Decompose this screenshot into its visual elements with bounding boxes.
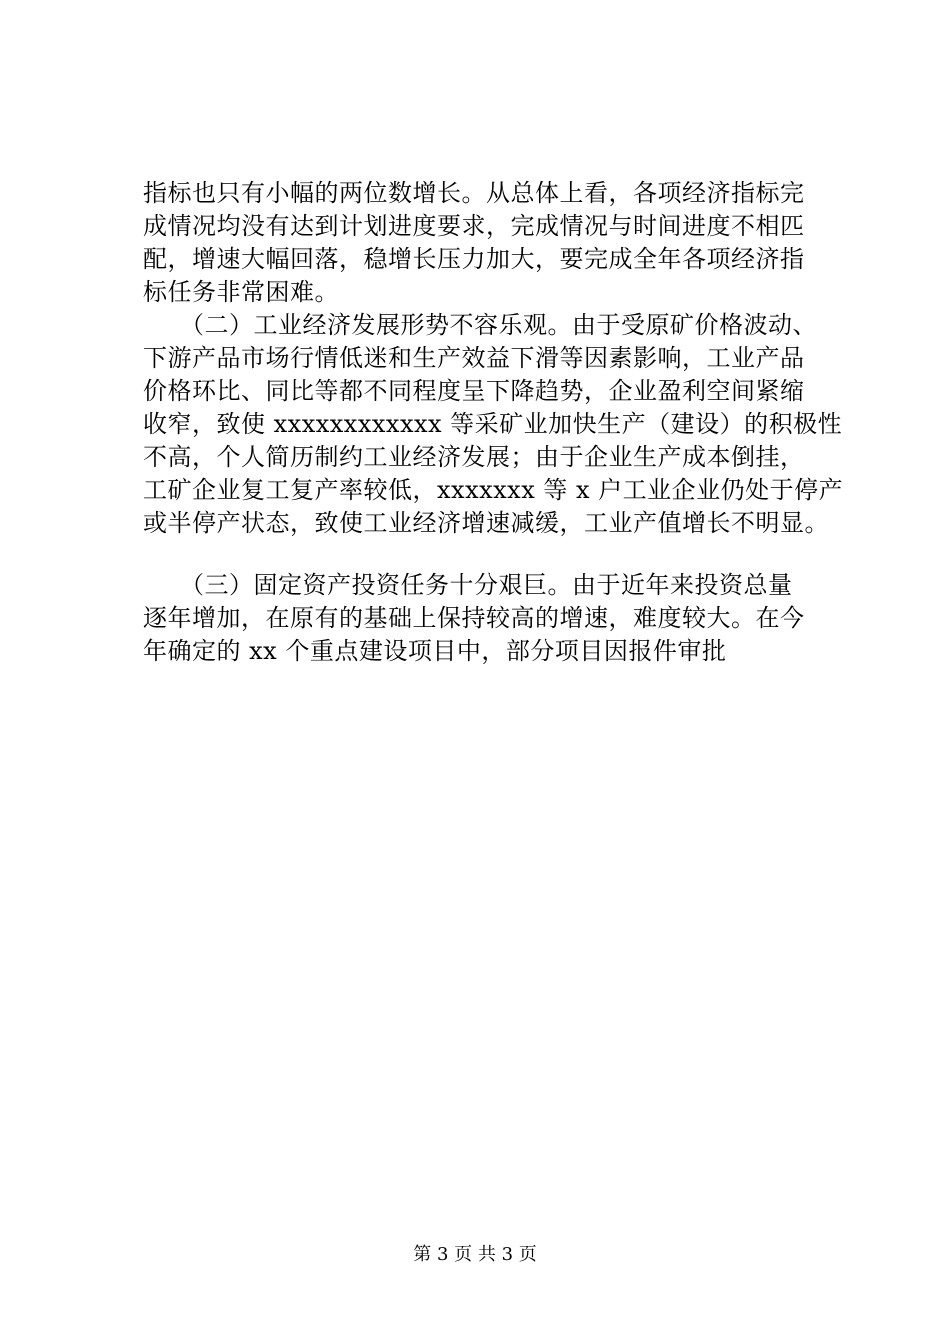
- paragraph-1-line-3: 配，增速大幅回落，稳增长压力加大，要完成全年各项经济指: [143, 245, 805, 273]
- paragraph-3-line-2: 逐年增加，在原有的基础上保持较高的增速，难度较大。在今: [143, 604, 805, 632]
- paragraph-2-line-4: 收窄，致使 xxxxxxxxxxxx 等采矿业加快生产（建设）的积极性: [143, 410, 843, 438]
- paragraph-2-line-7: 或半停产状态，致使工业经济增速减缓，工业产值增长不明显。: [143, 509, 829, 537]
- paragraph-1-line-2: 成情况均没有达到计划进度要求，完成情况与时间进度不相匹: [143, 212, 805, 240]
- paragraph-2-line-5: 不高，个人简历制约工业经济发展；由于企业生产成本倒挂，: [143, 443, 805, 471]
- paragraph-1-line-4: 标任务非常困难。: [143, 278, 339, 306]
- paragraph-1-line-1: 指标也只有小幅的两位数增长。从总体上看，各项经济指标完: [143, 179, 805, 207]
- paragraph-3-line-1: （三）固定资产投资任务十分艰巨。由于近年来投资总量: [143, 571, 793, 599]
- page-number-footer: 第 3 页 共 3 页: [413, 1244, 537, 1265]
- paragraph-2-line-6: 工矿企业复工复产率较低，xxxxxxx 等 x 户工业企业仍处于停产: [143, 476, 844, 504]
- paragraph-2-line-3: 价格环比、同比等都不同程度呈下降趋势，企业盈利空间紧缩: [143, 377, 805, 405]
- paragraph-3-line-3: 年确定的 xx 个重点建设项目中，部分项目因报件审批: [143, 637, 727, 665]
- paragraph-2-line-2: 下游产品市场行情低迷和生产效益下滑等因素影响，工业产品: [143, 344, 805, 372]
- paragraph-2-line-1: （二）工业经济发展形势不容乐观。由于受原矿价格波动、: [143, 311, 817, 339]
